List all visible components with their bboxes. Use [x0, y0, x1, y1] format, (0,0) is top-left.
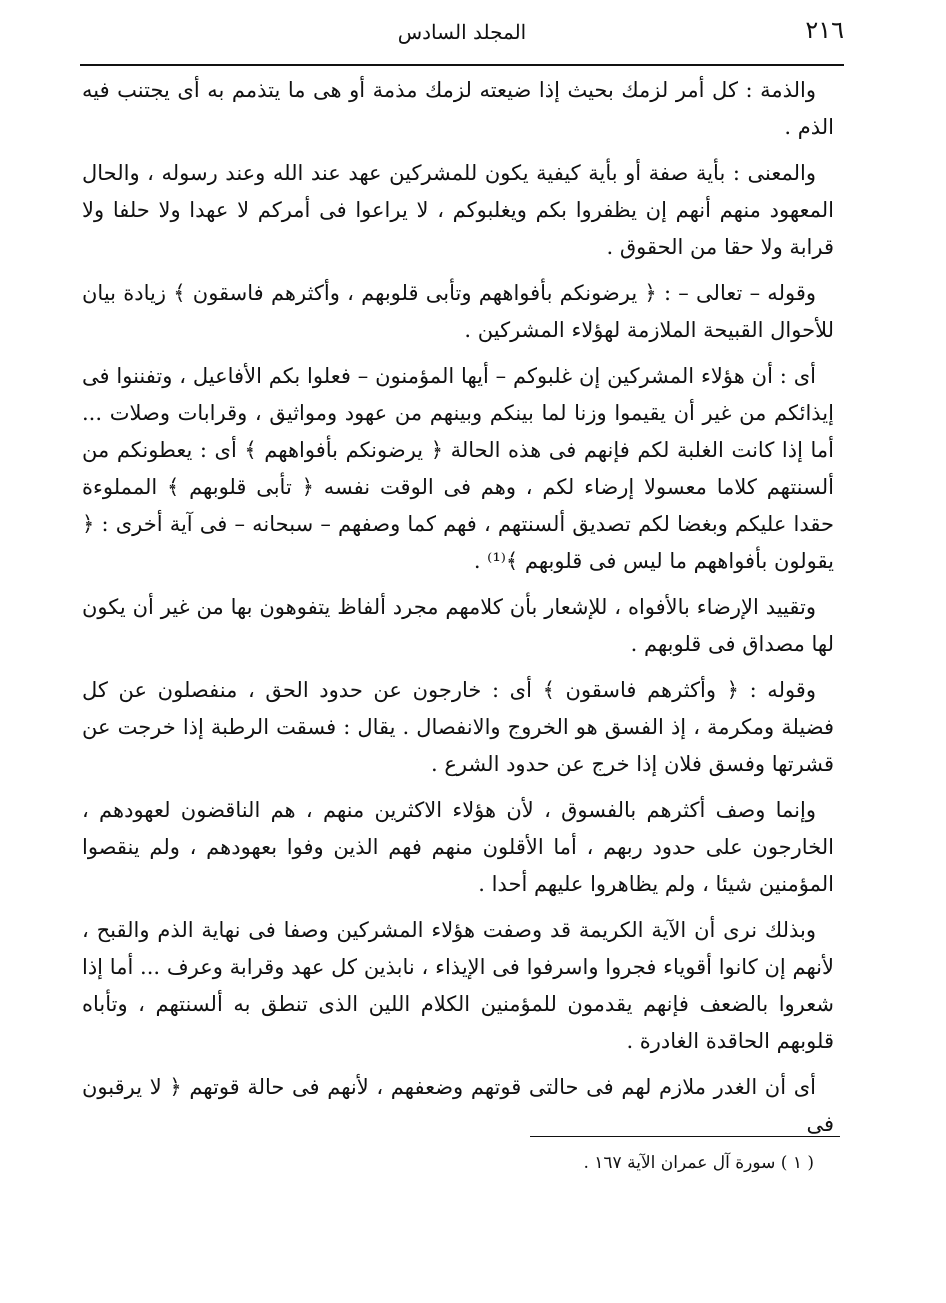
footnote: ( ١ ) سورة آل عمران الآية ١٦٧ .: [583, 1153, 814, 1173]
page-header: [80, 14, 844, 54]
paragraph-treachery: أى أن الغدر ملازم لهم فى حالتى قوتهم وضعفهم ، لأنهم فى حالة قوتهم ﴿ لا يرقبون فى: [82, 1075, 834, 1136]
paragraph-meaning: والمعنى : بأية صفة أو بأية كيفية يكون للمشركين عهد عند الله وعند رسوله ، والحال المعهود منهم أنهم إن يظفروا بكم ويغلبوكم ، لا يراعوا فى أمركم لا عهدا ولا حلفا ولا قرابة ولا حقا من الحقوق .: [82, 161, 834, 259]
paragraph-verse-quote: وقوله – تعالى – : ﴿ يرضونكم بأفواههم وتأبى قلوبهم ، وأكثرهم فاسقون ﴾ زيادة بيان للأحوال القبيحة الملازمة لهؤلاء المشركين .: [82, 281, 834, 342]
header-rule: [80, 64, 844, 66]
paragraph-restriction: وتقييد الإرضاء بالأفواه ، للإشعار بأن كلامهم مجرد ألفاظ يتفوهون بها من غير أن يكون لها مصداق فى قلوبهم .: [82, 595, 834, 656]
footnote-rule: [530, 1136, 840, 1137]
paragraph-most-of-them: وإنما وصف أكثرهم بالفسوق ، لأن هؤلاء الاكثرين منهم ، هم الناقضون لعهودهم ، الخارجون على حدود ربهم ، أما الأقلون منهم فهم الذين وفوا بعهودهم ، ولم ينقصوا المؤمنين شيئا ، ولم يظاهروا عليهم أحدا .: [82, 798, 834, 896]
paragraph-conclusion: وبذلك نرى أن الآية الكريمة قد وصفت هؤلاء المشركين وصفا فى نهاية الذم والقبح ، لأنهم إن كانوا أقوياء فجروا واسرفوا فى الإيذاء ، نابذين كل عهد وقرابة وعرف ... أما إذا شعروا بالضعف فإنهم يقدمون للمؤمنين الكلام اللين الذى تنطق به ألسنتهم ، وتأباه قلوبهم الحاقدة الغادرة .: [82, 918, 834, 1053]
running-title: المجلد السادس: [397, 20, 527, 44]
main-text: [82, 72, 834, 1152]
paragraph-explanation: أى : أن هؤلاء المشركين إن غلبوكم – أيها المؤمنون – فعلوا بكم الأفاعيل ، وتفننوا فى إيذائكم من غير أن يقيموا وزنا لما بينكم وبينهم من عهود ومواثيق ، وقرابات وصلات ... أما إذا كانت الغلبة لكم فإنهم فى هذه الحالة ﴿ يرضونكم بأفواههم ﴾ أى : يعطونكم من ألسنتهم كلاما معسولا إرضاء لكم ، وهم فى الوقت نفسه ﴿ تأبى قلوبهم ﴾ المملوءة حقدا عليكم وبغضا لكم تصديق ألسنتهم ، فهم كما وصفهم – سبحانه – فى آية أخرى : ﴿ يقولون بأفواههم ما ليس فى قلوبهم ﴾⁽¹⁾ .: [82, 364, 834, 573]
paragraph-fasiqun: وقوله : ﴿ وأكثرهم فاسقون ﴾ أى : خارجون عن حدود الحق ، منفصلون عن كل فضيلة ومكرمة ، إذ الفسق هو الخروج والانفصال . يقال : فسقت الرطبة إذا خرجت عن قشرتها وفسق فلان إذا خرج عن حدود الشرع .: [82, 678, 834, 776]
paragraph-dhimma-definition: والذمة : كل أمر لزمك بحيث إذا ضيعته لزمك مذمة أو هى ما يتذمم به أى يجتنب فيه الذم .: [82, 78, 834, 139]
page-number: ٢١٦: [805, 16, 844, 44]
